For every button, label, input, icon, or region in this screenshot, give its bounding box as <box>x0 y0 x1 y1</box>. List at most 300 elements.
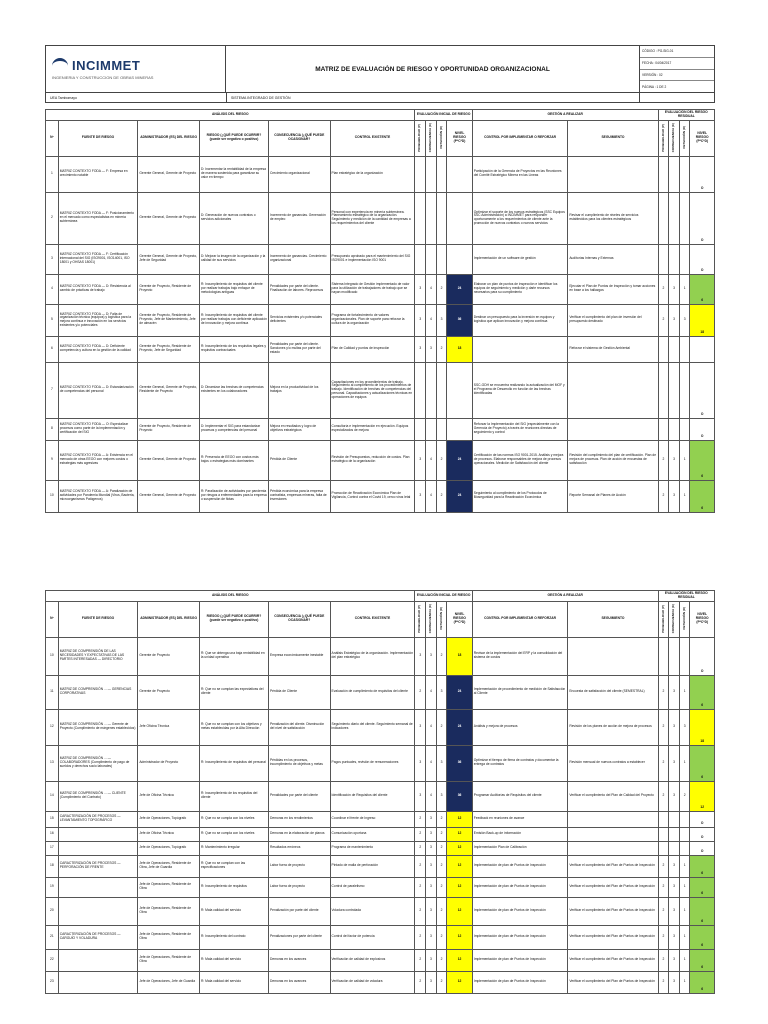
residual-probability-value: 2 <box>658 855 669 877</box>
residual-consequence-value: 3 <box>669 274 680 304</box>
follow-up <box>568 827 658 841</box>
probability-value: 3 <box>415 781 426 811</box>
risk-source: MATRIZ CONTEXTO FODA — D: Deficiente competencia y cultura en la gestión de la calidad <box>58 336 138 362</box>
risk-matrix-table-1 <box>45 109 715 513</box>
risk-admin: Gerente de Proyecto, Residente de Proyecto, Jefe de Seguridad <box>138 336 200 362</box>
residual-probability-value: 2 <box>658 949 669 971</box>
risk-description: R: Incumplimiento de requisitos <box>199 877 268 897</box>
row-number: 3 <box>46 244 59 274</box>
probability-value <box>415 156 426 192</box>
probability-value: 2 <box>415 841 426 855</box>
col-consequence: CONSECUENCIA (¿QUÉ PUEDE OCASIONAR? <box>268 601 330 637</box>
probability-value: 2 <box>415 877 426 897</box>
risk-description: R: Incumplimiento del contrato <box>199 925 268 949</box>
document-header <box>45 45 715 93</box>
risk-admin: Jefe de Operaciones, Residente de Obra <box>138 925 200 949</box>
follow-up <box>568 841 658 855</box>
col-detection: DETECCIÓN (D) <box>436 120 447 156</box>
col-control: CONTROL EXISTENTE <box>330 120 415 156</box>
control-to-implement: Programar Auditorías de Requisitos del cliente <box>472 781 568 811</box>
probability-value: 2 <box>415 949 426 971</box>
residual-level-value: 6 <box>690 440 715 480</box>
risk-level-value: 12 <box>447 971 472 993</box>
risk-admin: Gerente de Proyecto, Residente de Proyecto, Jefe de Mantenimiento, Jefe de almacén <box>138 304 200 336</box>
risk-source: MATRIZ CONTEXTO FODA — D: Resistencia al cambio de prácticas de trabajo <box>58 274 138 304</box>
risk-source: MATRIZ DE COMPRENSIÓN ... — COLABORADORES (Cumplimiento de pago de sueldos y derechos socio laborales) <box>58 745 138 781</box>
col-control-to-implement: CONTROL POR IMPLEMENTAR O REFORZAR <box>472 120 568 156</box>
table-row <box>46 745 715 781</box>
follow-up: Verificar el cumplimiento del Plan de Puntos de Inspección <box>568 949 658 971</box>
residual-probability-value: 2 <box>658 480 669 512</box>
control-to-implement: Implementación de plan de Puntos de Inspección <box>472 925 568 949</box>
analysis-group-header: ANÁLISIS DEL RIESGO <box>46 591 415 602</box>
table-row <box>46 304 715 336</box>
control-to-implement: Emisión Back-up de información <box>472 827 568 841</box>
row-number: 23 <box>46 971 59 993</box>
col-residual-consequence: CONSECUENCIA (C) <box>669 601 680 637</box>
row-number: 4 <box>46 274 59 304</box>
follow-up: Revisión mensual de nuevos contratos a establecer <box>568 745 658 781</box>
risk-level-value: 18 <box>447 336 472 362</box>
residual-consequence-value: 3 <box>669 745 680 781</box>
follow-up <box>568 156 658 192</box>
control-to-implement: Revisar de la implementación del ERP y la consolidación del sistema de costos <box>472 637 568 675</box>
col-source: FUENTE DE RIESGO <box>58 120 138 156</box>
detection-value <box>436 418 447 440</box>
document-title: MATRIZ DE EVALUACIÓN DE RIESGO Y OPORTUNIDAD ORGANIZACIONAL <box>315 65 550 73</box>
existing-control: Verificación de calidad de voladura <box>330 971 415 993</box>
residual-probability-value: 2 <box>658 440 669 480</box>
risk-consequence: Mejora en la productividad de los trabajos <box>268 362 330 418</box>
risk-description: D: Generación de nuevos contratos o servicios adicionales <box>199 192 268 244</box>
risk-source: MATRIZ CONTEXTO FODA — F: Posicionamiento en el mercado como especialistas en minería subterránea <box>58 192 138 244</box>
risk-description: R: Mala calidad del servicio <box>199 897 268 925</box>
detection-value: 3 <box>436 304 447 336</box>
risk-consequence: Resultados erróneos <box>268 841 330 855</box>
risk-source <box>58 841 138 855</box>
risk-level-value <box>447 156 472 192</box>
residual-probability-value: 2 <box>658 897 669 925</box>
probability-value <box>415 362 426 418</box>
residual-level-value: 6 <box>690 877 715 897</box>
col-follow-up: SEGUIMIENTO <box>568 120 658 156</box>
residual-probability-value <box>658 244 669 274</box>
residual-probability-value: 2 <box>658 675 669 709</box>
detection-value: 2 <box>436 827 447 841</box>
residual-consequence-value: 3 <box>669 971 680 993</box>
col-follow-up: SEGUIMIENTO <box>568 601 658 637</box>
risk-level-value: 24 <box>447 274 472 304</box>
risk-consequence: Penalidades por parte del cliente. Sanciones y/o multas por parte del estado <box>268 336 330 362</box>
col-probability: PROBABILIDAD (P) <box>415 120 426 156</box>
existing-control: Revisión de Presupuestos, reducción de costos. Plan estratégico de la organización <box>330 440 415 480</box>
residual-probability-value <box>658 827 669 841</box>
probability-value: 3 <box>415 637 426 675</box>
risk-source: MATRIZ CONTEXTO FODA — D: Estandarización de competencias del personal <box>58 362 138 418</box>
probability-value <box>415 192 426 244</box>
residual-level-value: O <box>690 156 715 192</box>
consequence-value: 4 <box>426 675 437 709</box>
col-risk-level: NIVEL RIESGO (P*C*D) <box>447 120 472 156</box>
risk-source: MATRIZ CONTEXTO FODA — A: Existencia en el mercado de otras EEOO con mejores costos o estrategias más agresivas <box>58 440 138 480</box>
risk-source: MATRIZ CONTEXTO FODA — A: Paralización de actividades por Pandemia Mundial (Virus, Bacteria, microorganismos Patógenos) <box>58 480 138 512</box>
col-residual-detection: DETECCIÓN (D) <box>679 601 690 637</box>
existing-control: Identificación de Requisitos del cliente <box>330 781 415 811</box>
risk-consequence: Demoras en los avances <box>268 971 330 993</box>
risk-description: D: Implementar el SIG para estandarizar procesos y competencias del personal <box>199 418 268 440</box>
residual-level-value: O <box>690 637 715 675</box>
risk-source <box>58 971 138 993</box>
detection-value: 2 <box>436 971 447 993</box>
row-number: 16 <box>46 827 59 841</box>
probability-value: 2 <box>415 827 426 841</box>
action-group-header: GESTIÓN A REALIZAR <box>472 591 658 602</box>
detection-value: 3 <box>436 675 447 709</box>
residual-consequence-value: 3 <box>669 855 680 877</box>
risk-admin: Gerente General, Gerente de Proyecto, Jefe de Seguridad <box>138 244 200 274</box>
follow-up <box>568 362 658 418</box>
residual-consequence-value: 3 <box>669 925 680 949</box>
risk-level-value <box>447 192 472 244</box>
follow-up: Revisar el cumplimiento de niveles de servicios establecidos para los clientes estratégicos <box>568 192 658 244</box>
risk-description: R: Que no se cumpla con los niveles <box>199 827 268 841</box>
risk-consequence: Pérdida económica para la empresa contratista, empresas mineras, falta de inversiones <box>268 480 330 512</box>
col-probability: PROBABILIDAD (P) <box>415 601 426 637</box>
table-row <box>46 827 715 841</box>
table-row <box>46 841 715 855</box>
risk-description: D: Dinamizar las brechas de competencias existentes en los colaboradores <box>199 362 268 418</box>
row-number: 14 <box>46 781 59 811</box>
follow-up: Verificar el cumplimiento del Plan de Puntos de Inspección <box>568 897 658 925</box>
row-number: 6 <box>46 336 59 362</box>
document-subheader: UEA Tambomayo SISTEMA INTEGRADO DE GESTIÓN <box>45 93 715 103</box>
residual-consequence-value: 3 <box>669 781 680 811</box>
follow-up: Reforzar el sistema de Gestión Ambiental <box>568 336 658 362</box>
follow-up: Verificar el cumplimiento del Plan de Puntos de Inspección <box>568 855 658 877</box>
risk-level-value: 12 <box>447 925 472 949</box>
control-to-implement: Certificación de las normas ISO 9001-2015. Análisis y mejora de procesos. Elaborar responsables de mejora de procesos operacionales. Medición de Satisfacción del cliente <box>472 440 568 480</box>
control-to-implement: Reforzar la Implementación del SIG (especialmente con la Gerencia de Proyecto) a través de reuniones directas de seguimiento y control <box>472 418 568 440</box>
probability-value <box>415 244 426 274</box>
control-to-implement: Implementación de plan de Puntos de Inspección <box>472 897 568 925</box>
col-residual-level: NIVEL RIESGO (P*C*D) <box>690 120 715 156</box>
detection-value: 2 <box>436 480 447 512</box>
document-page-2 <box>45 590 715 1020</box>
residual-detection-value <box>679 637 690 675</box>
existing-control: Presupuesto aprobado para el mantenimiento del SIG ISO9001 e implementación ISO 9001 <box>330 244 415 274</box>
follow-up: Verificar el cumplimiento del Plan de Puntos de Inspección <box>568 971 658 993</box>
risk-source <box>58 827 138 841</box>
control-to-implement <box>472 336 568 362</box>
risk-consequence: Penalización del cliente. Disminución del nivel de satisfacción <box>268 709 330 745</box>
residual-consequence-value <box>669 362 680 418</box>
existing-control: Personal con experiencia en minería subterránea. Planeamiento estratégico de la organización. Seguimiento y medición de la cantidad de empresas a los requerimientos del cliente <box>330 192 415 244</box>
risk-source: MATRIZ DE COMPRENSIÓN ... — Gerente de Proyecto (Cumplimiento de márgenes establecidos) <box>58 709 138 745</box>
row-number: 2 <box>46 192 59 244</box>
existing-control: Sistema Integrado de Gestión implementado de valor para la utilización de trabajadores de trabajo que se hayan modificado <box>330 274 415 304</box>
table-row <box>46 781 715 811</box>
consequence-value: 4 <box>426 745 437 781</box>
risk-level-value: 12 <box>447 897 472 925</box>
risk-level-value: 24 <box>447 480 472 512</box>
residual-consequence-value <box>669 827 680 841</box>
control-to-implement: Optimizar el tiempo de firma de contratos y documentar la entrega de contratos <box>472 745 568 781</box>
table-row <box>46 418 715 440</box>
probability-value: 3 <box>415 480 426 512</box>
consequence-value: 3 <box>426 971 437 993</box>
risk-consequence: Demoras en la elaboración de planos <box>268 827 330 841</box>
consequence-value: 3 <box>426 637 437 675</box>
existing-control: Consultoría e implementación en ejecución. Equipos especializados de mejora <box>330 418 415 440</box>
probability-value: 3 <box>415 440 426 480</box>
risk-matrix-table-2 <box>45 590 715 994</box>
risk-level-value: 36 <box>447 745 472 781</box>
document-page-1 <box>45 45 715 510</box>
detection-value: 2 <box>436 855 447 877</box>
risk-admin: Jefe de Operaciones, Residente de Obra <box>138 949 200 971</box>
probability-value: 3 <box>415 304 426 336</box>
residual-consequence-value <box>669 841 680 855</box>
risk-level-value <box>447 244 472 274</box>
detection-value: 2 <box>436 949 447 971</box>
initial-eval-group-header: EVALUACIÓN INICIAL DE RIESGO <box>415 110 472 121</box>
residual-probability-value <box>658 811 669 827</box>
control-to-implement: Implementación de plan de Puntos de Inspección <box>472 855 568 877</box>
col-risk-level: NIVEL RIESGO (P*C*D) <box>447 601 472 637</box>
residual-detection-value <box>679 418 690 440</box>
risk-description: R: Presencia de EEOO con costos más bajos o estrategias más dominantes <box>199 440 268 480</box>
consequence-value <box>426 418 437 440</box>
risk-level-value: 12 <box>447 877 472 897</box>
existing-control: Evaluación de cumplimiento de requisitos del cliente <box>330 675 415 709</box>
residual-level-value: 6 <box>690 949 715 971</box>
follow-up: Reporte Semanal de Planes de Acción <box>568 480 658 512</box>
col-risk: RIESGO (¿QUÉ PUEDE OCURRIR? (puede ser negativo o positivo) <box>199 120 268 156</box>
residual-probability-value <box>658 418 669 440</box>
residual-level-value: 6 <box>690 274 715 304</box>
risk-source: MATRIZ DE COMPRENSIÓN ... — CLIENTE (Cumplimiento del Contrato) <box>58 781 138 811</box>
residual-detection-value: 1 <box>679 877 690 897</box>
row-number: 20 <box>46 897 59 925</box>
consequence-value: 4 <box>426 440 437 480</box>
row-number: 11 <box>46 675 59 709</box>
residual-level-value: 18 <box>690 709 715 745</box>
residual-probability-value: 2 <box>658 745 669 781</box>
existing-control: Pagos puntuales, revisión de remuneraciones <box>330 745 415 781</box>
initial-eval-group-header: EVALUACIÓN INICIAL DE RIESGO <box>415 591 472 602</box>
detection-value: 2 <box>436 841 447 855</box>
col-risk: RIESGO (¿QUÉ PUEDE OCURRIR? (puede ser negativo o positivo) <box>199 601 268 637</box>
table-row <box>46 675 715 709</box>
control-to-implement: Destinar un presupuesto para la inversión en equipos y logística que aplican innovación y mejora continua <box>472 304 568 336</box>
col-residual-detection: DETECCIÓN (D) <box>679 120 690 156</box>
risk-source: CARACTERIZACIÓN DE PROCESOS — PERFORACIÓN DE FRENTE <box>58 855 138 877</box>
risk-admin: Jefe de Operaciones, Topógrafo <box>138 841 200 855</box>
residual-probability-value: 2 <box>658 274 669 304</box>
table-row <box>46 709 715 745</box>
risk-source: MATRIZ CONTEXTO FODA — F: Certificación internacional del SIG (ISO9001, ISO14001, ISO 18001 y OHSAS 18001) <box>58 244 138 274</box>
risk-consequence: Pérdidas en los procesos, incumplimiento de objetivos y metas <box>268 745 330 781</box>
residual-level-value: O <box>690 841 715 855</box>
consequence-value: 3 <box>426 949 437 971</box>
consequence-value: 3 <box>426 811 437 827</box>
table-row <box>46 897 715 925</box>
existing-control: Pintado de malla de perforación <box>330 855 415 877</box>
table-row <box>46 192 715 244</box>
control-to-implement: Análisis y mejora de procesos <box>472 709 568 745</box>
risk-consequence: Pérdida de Cliente <box>268 675 330 709</box>
risk-admin: Jefe de Operaciones, Residente de Obra <box>138 877 200 897</box>
residual-detection-value <box>679 192 690 244</box>
risk-level-value <box>447 418 472 440</box>
col-detection: DETECCIÓN (D) <box>436 601 447 637</box>
consequence-value: 3 <box>426 877 437 897</box>
residual-level-value: O <box>690 244 715 274</box>
existing-control: Control del factor de potencia <box>330 925 415 949</box>
residual-consequence-value <box>669 156 680 192</box>
existing-control: Control de paralelismo <box>330 877 415 897</box>
risk-level-value: 12 <box>447 949 472 971</box>
row-number: 12 <box>46 709 59 745</box>
consequence-value <box>426 156 437 192</box>
detection-value: 2 <box>436 637 447 675</box>
risk-consequence: Incremento de ganancias. Generación de empleo <box>268 192 330 244</box>
row-number: 15 <box>46 811 59 827</box>
residual-detection-value: 1 <box>679 675 690 709</box>
table-row <box>46 949 715 971</box>
risk-admin: Jefe Oficina Técnica <box>138 709 200 745</box>
risk-consequence: Mejora en resultados y logro de objetivos estratégicos <box>268 418 330 440</box>
consequence-value: 4 <box>426 304 437 336</box>
table-row <box>46 336 715 362</box>
residual-probability-value <box>658 841 669 855</box>
col-number: Nº <box>46 601 59 637</box>
residual-detection-value: 1 <box>679 745 690 781</box>
col-control-to-implement: CONTROL POR IMPLEMENTAR O REFORZAR <box>472 601 568 637</box>
risk-description: D: Mejorar la imagen de la organización y la calidad de sus servicios <box>199 244 268 274</box>
residual-level-value: O <box>690 362 715 418</box>
existing-control: Voladura controlada <box>330 897 415 925</box>
existing-control: Seguimiento diario del cliente. Seguimiento semanal de indicadores <box>330 709 415 745</box>
col-consequence: CONSECUENCIA (¿QUÉ PUEDE OCASIONAR? <box>268 120 330 156</box>
residual-level-value: 6 <box>690 925 715 949</box>
company-logo: INCIMMET INGENIERIA Y CONSTRUCCION DE OBRAS MINERAS <box>46 46 226 92</box>
risk-consequence: Pérdida de Cliente <box>268 440 330 480</box>
consequence-value: 3 <box>426 855 437 877</box>
probability-value: 3 <box>415 709 426 745</box>
residual-detection-value: 1 <box>679 925 690 949</box>
row-number: 1 <box>46 156 59 192</box>
probability-value: 3 <box>415 336 426 362</box>
residual-detection-value <box>679 811 690 827</box>
row-number: 10 <box>46 480 59 512</box>
detection-value <box>436 156 447 192</box>
control-to-implement: Implementación de plan de Puntos de Inspección <box>472 949 568 971</box>
residual-level-value: O <box>690 418 715 440</box>
residual-probability-value: 2 <box>658 709 669 745</box>
detection-value <box>436 362 447 418</box>
row-number: 8 <box>46 418 59 440</box>
risk-admin: Gerente General, Gerente de Proyecto <box>138 480 200 512</box>
risk-admin: Jefe de Oficina Técnica <box>138 827 200 841</box>
follow-up: Ejecutar el Plan de Puntos de Inspección y tomar acciones en base a los hallazgos <box>568 274 658 304</box>
control-to-implement: Implementación Plan de Calibración <box>472 841 568 855</box>
probability-value: 2 <box>415 855 426 877</box>
probability-value: 3 <box>415 274 426 304</box>
residual-eval-group-header: EVALUACIÓN DEL RIESGO RESIDUAL <box>658 110 714 121</box>
detection-value: 2 <box>436 336 447 362</box>
existing-control: Promoción de Reactivación Económica Plan de Vigilancia, Control contra el Covid 19, cerco virus letal <box>330 480 415 512</box>
risk-consequence: Servicios existentes y/o potenciales deficientes <box>268 304 330 336</box>
control-to-implement: SSC-GDH se encuentra realizando la actualización del MOF y el Programa de Desarrollo en función de las brechas identificadas <box>472 362 568 418</box>
row-number: 5 <box>46 304 59 336</box>
detection-value <box>436 192 447 244</box>
risk-level-value: 36 <box>447 304 472 336</box>
risk-source: CARACTERIZACIÓN DE PROCESOS — LEVANTAMIENTO TOPOGRÁFICO <box>58 811 138 827</box>
risk-source <box>58 949 138 971</box>
residual-level-value <box>690 336 715 362</box>
risk-consequence: Crecimiento organizacional <box>268 156 330 192</box>
probability-value: 2 <box>415 971 426 993</box>
residual-consequence-value <box>669 244 680 274</box>
probability-value: 2 <box>415 811 426 827</box>
risk-admin: Jefe de Operaciones, Residente de Obra <box>138 897 200 925</box>
residual-consequence-value: 3 <box>669 877 680 897</box>
col-residual-consequence: CONSECUENCIA (C) <box>669 120 680 156</box>
col-number: Nº <box>46 120 59 156</box>
consequence-value: 3 <box>426 336 437 362</box>
detection-value: 2 <box>436 925 447 949</box>
residual-detection-value: 1 <box>679 897 690 925</box>
document-meta: CÓDIGO : PG-SIG-01 FECHA : 04/04/2017 VERSIÓN : 02 PÁGINA : 1 DE 2 <box>639 46 714 92</box>
risk-admin: Gerente de Proyecto, Residente de Proyecto <box>138 418 200 440</box>
follow-up: Encuesta de satisfacción del cliente (SEMESTRAL) <box>568 675 658 709</box>
residual-detection-value: 2 <box>679 781 690 811</box>
risk-source: MATRIZ CONTEXTO FODA — F: Empresa en crecimiento notable <box>58 156 138 192</box>
risk-admin: Administrador de Proyecto <box>138 745 200 781</box>
existing-control: Plan de Calidad y puntos de inspección <box>330 336 415 362</box>
residual-level-value: 6 <box>690 480 715 512</box>
residual-probability-value <box>658 637 669 675</box>
col-admin: ADMINISTRADOR (ES) DEL RIESGO <box>138 601 200 637</box>
residual-probability-value <box>658 336 669 362</box>
residual-level-value: 12 <box>690 781 715 811</box>
table-row <box>46 855 715 877</box>
col-residual-probability: PROBABILIDAD (P) <box>658 120 669 156</box>
action-group-header: GESTIÓN A REALIZAR <box>472 110 658 121</box>
table-row <box>46 925 715 949</box>
consequence-value: 4 <box>426 274 437 304</box>
row-number: 17 <box>46 841 59 855</box>
table-row <box>46 637 715 675</box>
risk-description: R: Incumplimiento de requisitos del personal <box>199 745 268 781</box>
residual-consequence-value <box>669 418 680 440</box>
residual-level-value: O <box>690 811 715 827</box>
residual-detection-value: 1 <box>679 274 690 304</box>
consequence-value: 4 <box>426 480 437 512</box>
risk-description: R: Incumplimiento de requisitos del cliente por realizar trabajos bajo enfoque de metodologías antiguas <box>199 274 268 304</box>
residual-consequence-value: 3 <box>669 709 680 745</box>
risk-consequence: Demoras en los avances <box>268 949 330 971</box>
residual-consequence-value: 3 <box>669 675 680 709</box>
control-to-implement: Elaborar un plan de puntos de inspección e identificar los equipos de seguimiento y medición y darle recursos necesarios para su cumplimiento <box>472 274 568 304</box>
risk-level-value: 24 <box>447 675 472 709</box>
risk-admin: Gerente de Proyecto <box>138 637 200 675</box>
row-number: 10 <box>46 637 59 675</box>
risk-consequence: Penalidades por parte del cliente. Finalización de labores. Reprocesos <box>268 274 330 304</box>
probability-value: 2 <box>415 675 426 709</box>
residual-detection-value: 1 <box>679 440 690 480</box>
